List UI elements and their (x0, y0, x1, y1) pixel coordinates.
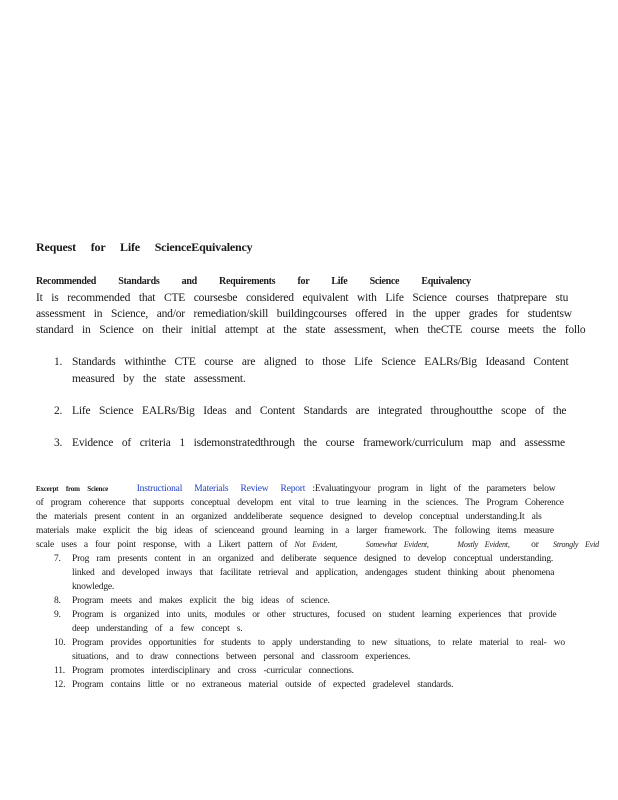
section-heading: Recommended Standards and Requirements for Life Science Equivalency (36, 276, 471, 287)
item-text: Program meets and makes explicit the big ideas of science. (72, 596, 330, 606)
scale-term: Strongly Evid (553, 540, 599, 549)
excerpt-text: scale uses a four point response, with a Likert pattern of (36, 540, 288, 550)
scale-term: Somewhat Evident, (365, 540, 429, 549)
item-text: deep understanding of a few concept s. (72, 624, 243, 634)
excerpt-prefix: Excerpt from Science (36, 485, 109, 493)
report-link[interactable]: Instructional Materials Review Report (136, 484, 306, 494)
item-text: linked and developed inways that facilitate retrieval and application, andengages student thinking about phenomena (72, 568, 555, 578)
intro-line: standard in Science on their initial attempt at the state assessment, when theCTE course meets the follo (36, 324, 586, 336)
item-text: Prog ram presents content in an organized and deliberate sequence designed to develop conceptual understanding. (72, 554, 554, 564)
list-item (54, 680, 453, 690)
item-number: 11. (54, 666, 65, 676)
item-number: 9. (54, 610, 61, 620)
excerpt-line: the materials present content in an organized anddeliberate sequence designed to develop conceptual understanding.It als (36, 512, 542, 522)
excerpt-scale-line (36, 540, 599, 550)
item-number: 10. (54, 638, 66, 648)
item-text: Program contains little or no extraneous material outside of expected gradelevel standards. (72, 680, 454, 690)
list-item (54, 610, 556, 620)
intro-line: It is recommended that CTE coursesbe considered equivalent with Life Science courses thatprepare stu (36, 292, 569, 304)
criteria-item (54, 437, 565, 449)
excerpt-line (36, 484, 555, 494)
item-number: 12. (54, 680, 66, 690)
criteria-number: 2. (54, 405, 63, 417)
excerpt-text: or (531, 540, 539, 550)
criteria-item (54, 405, 566, 417)
list-item (54, 666, 354, 676)
criteria-text: Life Science EALRs/Big Ideas and Content Standards are integrated throughoutthe scope of the (72, 405, 567, 417)
page-title: Request for Life ScienceEquivalency (36, 240, 253, 254)
criteria-number: 1. (54, 356, 63, 368)
intro-line: assessment in Science, and/or remediation/skill buildingcourses offered in the upper grades for studentsw (36, 308, 572, 320)
scale-term: Mostly Evident, (457, 540, 510, 549)
excerpt-text: :Evaluatingyour program in light of the parameters below (312, 484, 556, 494)
criteria-item (54, 356, 568, 368)
item-number: 8. (54, 596, 61, 606)
scale-term: Not Evident, (294, 540, 338, 549)
item-text: Program provides opportunities for students to apply understanding to new situations, to relate material to real- wo (72, 638, 565, 648)
criteria-number: 3. (54, 437, 63, 449)
criteria-text: Evidence of criteria 1 isdemonstratedthrough the course framework/curriculum map and assessme (72, 437, 565, 449)
criteria-text: Standards withinthe CTE course are aligned to those Life Science EALRs/Big Ideasand Content (72, 356, 569, 368)
list-item (54, 554, 553, 564)
excerpt-line: of program coherence that supports conceptual developm ent vital to true learning in the sciences. The Program Coherence (36, 498, 564, 508)
item-text: Program promotes interdisciplinary and cross -curricular connections. (72, 666, 354, 676)
item-text: Program is organized into units, modules or other structures, focused on student learning experiences that provide (72, 610, 557, 620)
item-number: 7. (54, 554, 61, 564)
list-item (54, 596, 330, 606)
list-item (54, 638, 565, 648)
excerpt-line: materials make explicit the big ideas of scienceand ground learning in a larger framework. The following items measure (36, 526, 554, 536)
item-text: knowledge. (72, 582, 115, 592)
item-text: situations, and to draw connections between personal and classroom experiences. (72, 652, 411, 662)
criteria-text: measured by the state assessment. (72, 373, 246, 385)
